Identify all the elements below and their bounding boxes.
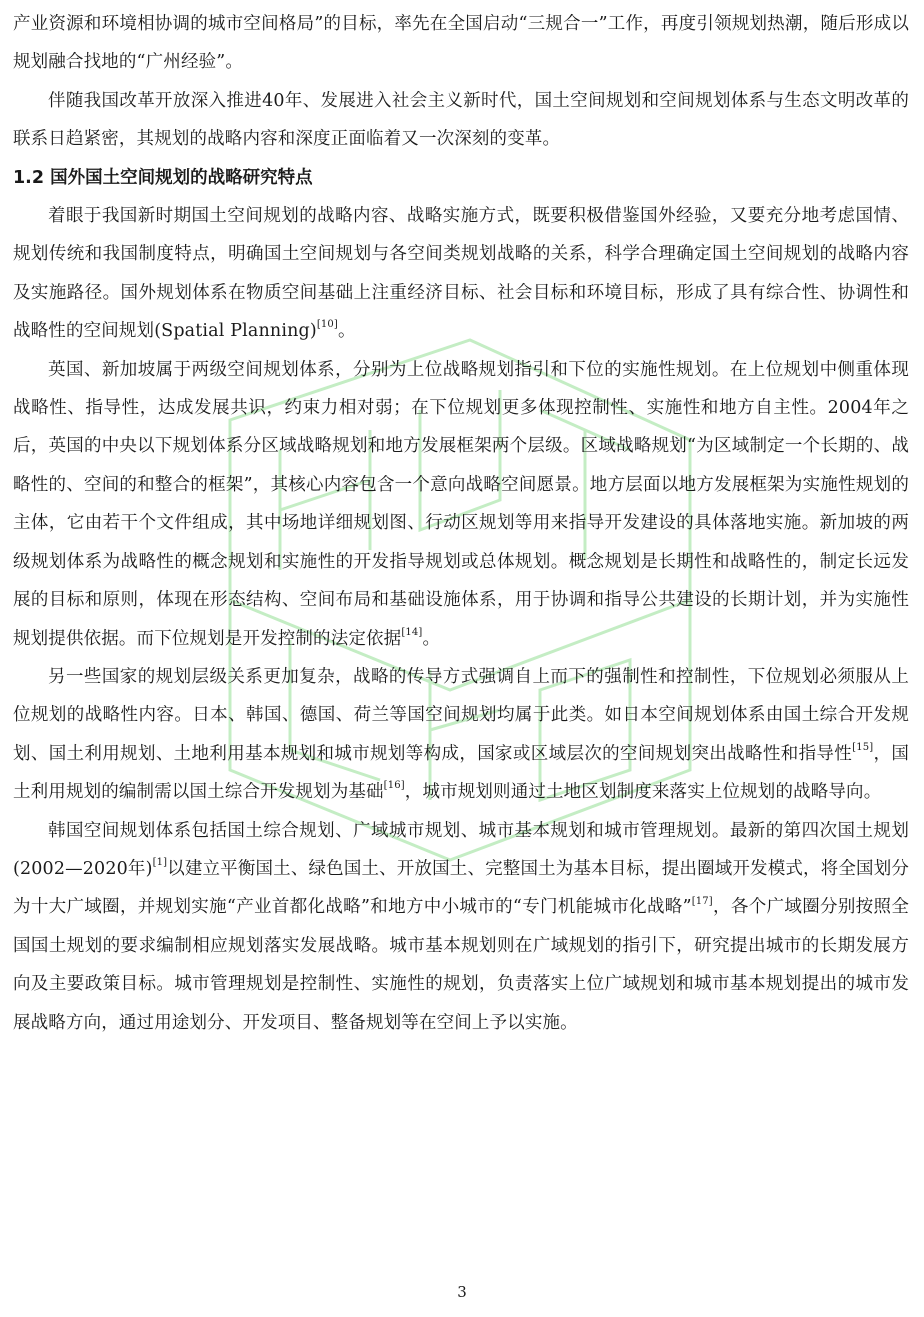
paragraph-japan: 另一些国家的规划层级关系更加复杂，战略的传导方式强调自上而下的强制性和控制性，下位规划必须服从上位规划的战略性内容。日本、韩国、德国、荷兰等国空间规划均属于此类。如日本空间规划体系由国土综合开发规划、国土利用规划、土地利用基本规划和城市规划等构成，国家或区域层次的空间规划突出战略性和指导性[15]，国土利用规划的编制需以国土综合开发规划为基础[16]，城市规划则通过土地区划制度来落实上位规划的战略导向。 xyxy=(13,666,909,803)
body-text xyxy=(13,5,909,1042)
citation-14: [14] xyxy=(401,626,423,638)
citation-1: [1] xyxy=(152,857,168,869)
paragraph-continued: 产业资源和环境相协调的城市空间格局”的目标，率先在全国启动“三规合一”工作，再度引领规划热潮，随后形成以规划融合找地的“广州经验”。 xyxy=(13,14,909,73)
section-heading: 1.2 国外国土空间规划的战略研究特点 xyxy=(13,167,313,188)
page-number: 3 xyxy=(457,1283,467,1301)
citation-17: [17] xyxy=(691,895,713,907)
paragraph-reform: 伴随我国改革开放深入推进40年、发展进入社会主义新时代，国土空间规划和空间规划体系与生态文明改革的联系日趋紧密，其规划的战略内容和深度正面临着又一次深刻的变革。 xyxy=(13,90,909,150)
paragraph-korea: 韩国空间规划体系包括国土综合规划、广域城市规划、城市基本规划和城市管理规划。最新的第四次国土规划(2002—2020年)[1]以建立平衡国土、绿色国土、开放国土、完整国土为基本目标，提出圈域开发模式，将全国划分为十大广域圈，并规划实施“产业首都化战略”和地方中小城市的“专门机能城市化战略”[17]，各个广域圈分别按照全国国土规划的要求编制相应规划落实发展战略。城市基本规划则在广域规划的指引下，研究提出城市的长期发展方向及主要政策目标。城市管理规划是控制性、实施性的规划，负责落实上位广域规划和城市基本规划提出的城市发展战略方向，通过用途划分、开发项目、整备规划等在空间上予以实施。 xyxy=(13,820,910,1033)
citation-15: [15] xyxy=(852,741,874,753)
citation-16: [16] xyxy=(383,780,405,792)
paragraph-uk-singapore: 英国、新加坡属于两级空间规划体系，分别为上位战略规划指引和下位的实施性规划。在上位规划中侧重体现战略性、指导性，达成发展共识，约束力相对弱；在下位规划更多体现控制性、实施性和地方自主性。2004年之后，英国的中央以下规划体系分区域战略规划和地方发展框架两个层级。区域战略规划“为区域制定一个长期的、战略性的、空间的和整合的框架”，其核心内容包含一个意向战略空间愿景。地方层面以地方发展框架为实施性规划的主体，它由若干个文件组成，其中场地详细规划图、行动区规划等用来指导开发建设的具体落地实施。新加坡的两级规划体系为战略性的概念规划和实施性的开发指导规划或总体规划。概念规划是长期性和战略性的，制定长远发展的目标和原则，体现在形态结构、空间布局和基础设施体系，用于协调和指导公共建设的长期计划，并为实施性规划提供依据。而下位规划是开发控制的法定依据[14]。 xyxy=(13,359,909,649)
paragraph-foreign-experience: 着眼于我国新时期国土空间规划的战略内容、战略实施方式，既要积极借鉴国外经验，又要充分地考虑国情、规划传统和我国制度特点，明确国土空间规划与各空间类规划战略的关系，科学合理确定国土空间规划的战略内容及实施路径。国外规划体系在物质空间基础上注重经济目标、社会目标和环境目标，形成了具有综合性、协调性和战略性的空间规划(Spatial Planning)[10]。 xyxy=(13,206,909,342)
citation-10: [10] xyxy=(316,319,338,331)
